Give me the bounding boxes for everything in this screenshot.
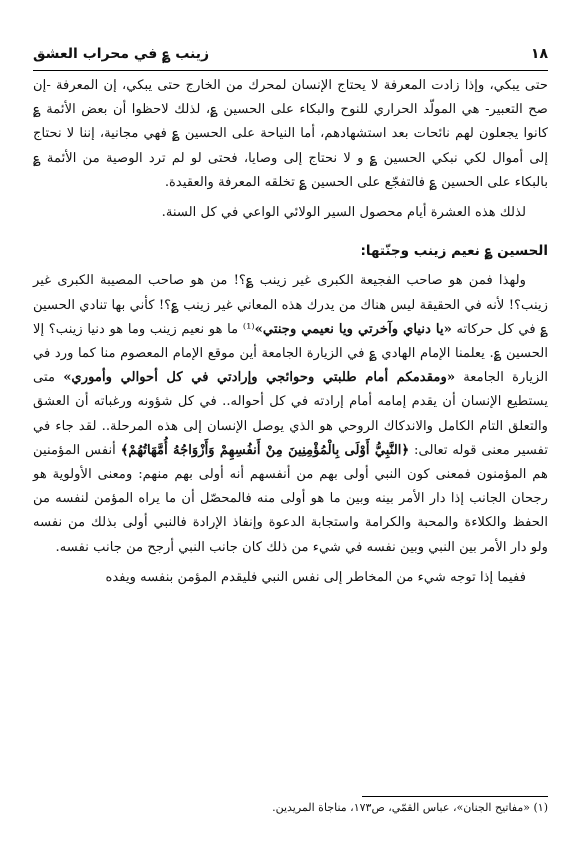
paragraph-intro: حتى يبكي، وإذا زادت المعرفة لا يحتاج الإنسان لمحرك من الخارج حتى يبكي، إن المعرفة -إن صح التعبير- هي المولّد الحراري للنوح والبكاء على الحسين ؏، لذلك لاحظوا أن بعض الأئمة ؏ كانوا يجعلون لهم نائحات بعد استشهادهم، أما النياحة على الحسين ؏ فهي مجانية، إننا لا نحتاج إلى أموال لكي نبكي الحسين ؏ و لا نحتاج إلى وصايا، فحتى لو لم ترد الوصية من الأئمة ؏ بالبكاء على الحسين ؏ فالتفجّع على الحسين ؏ تخلقه المعرفة والعقيدة.	[33, 78, 548, 190]
running-header	[33, 42, 548, 66]
page-body	[33, 74, 548, 590]
text-run: ⁽¹⁾ ما هو نعيم زينب وما هو دنيا زينب؟ إلا الحسين ؏. يعلمنا الإمام الهادي ؏ في الزيارة الجامعة أين موقع الإمام المعصوم منا كما ورد في الزيارة الجامعة	[33, 321, 548, 386]
footnote-rule	[362, 796, 548, 797]
quote-bold: «يا دنياي وآخرتي ويا نعيمي وجنتي»	[254, 321, 452, 337]
page-number: ١٨	[530, 46, 548, 62]
running-title: زينب ؏ في محراب العشق	[33, 46, 210, 62]
ziyara-quote-bold: «ومقدمكم أمام طلبتي وحوائجي وإرادتي في كل أحوالي وأموري»	[63, 370, 456, 386]
paragraph-danger: ففيما إذا توجه شيء من المخاطر إلى نفس النبي فليقدم المؤمن بنفسه ويفده	[105, 569, 526, 585]
footnote: (١) «مفاتيح الجنان»، عباس القمّي، ص١٧٣، مناجاة المريدين.	[272, 801, 548, 814]
paragraph-zaynab	[33, 269, 548, 559]
text-run: ولهذا فمن هو صاحب الفجيعة الكبرى غير زينب ؏؟! من هو صاحب المصيبة الكبرى غير زينب؟! لأنه في الحقيقة ليس هناك من يدرك هذه المعاني غير زينب ؏؟! كأني بها تنادي الحسين ؏ في كل حركاته	[33, 273, 548, 337]
text-run: متى يستطيع الإنسان أن يقدم إمامه أمام إرادته في كل أحواله.. في كل شؤونه ورغباته أن العشق والتعلق التام الكامل والاندكاك الروحي هو الذي يوصل الإنسان إلى هذه المرحلة.. لقد جاء في تفسير معنى قوله تعالى:	[33, 370, 549, 458]
section-heading: الحسين ؏ نعيم زينب وجنّتها:	[360, 243, 548, 260]
text-run: أنفس المؤمنين هم المؤمنون فمعنى كون النبي أولى بهم من أنفسهم أنه أولى بهم منهم: ومعنى الأولوية هو رجحان الجانب إذا دار الأمر بينه وبين ما هو أولى منه فالمحصّل أن ما يراه المؤمن لنفسه من الحفظ والكلاءة والمحبة والكرامة واستجابة الدعوة وإنفاذ الإرادة فالنبي أولى بذلك من نفسه ولو دار الأمر بين النبي وبين نفسه في شيء من ذلك كان جانب النبي أرجح من جانب نفسه.	[33, 442, 548, 555]
quran-verse: ﴿النَّبِيُّ أَوْلَى بِالْمُؤْمِنِينَ مِنْ أَنفُسِهِمْ وَأَزْوَاجُهُ أُمَّهَاتُهُمْ﴾	[120, 442, 410, 458]
paragraph-summary: لذلك هذه العشرة أيام محصول السير الولائي الواعي في كل السنة.	[161, 205, 526, 221]
header-rule	[33, 70, 548, 71]
